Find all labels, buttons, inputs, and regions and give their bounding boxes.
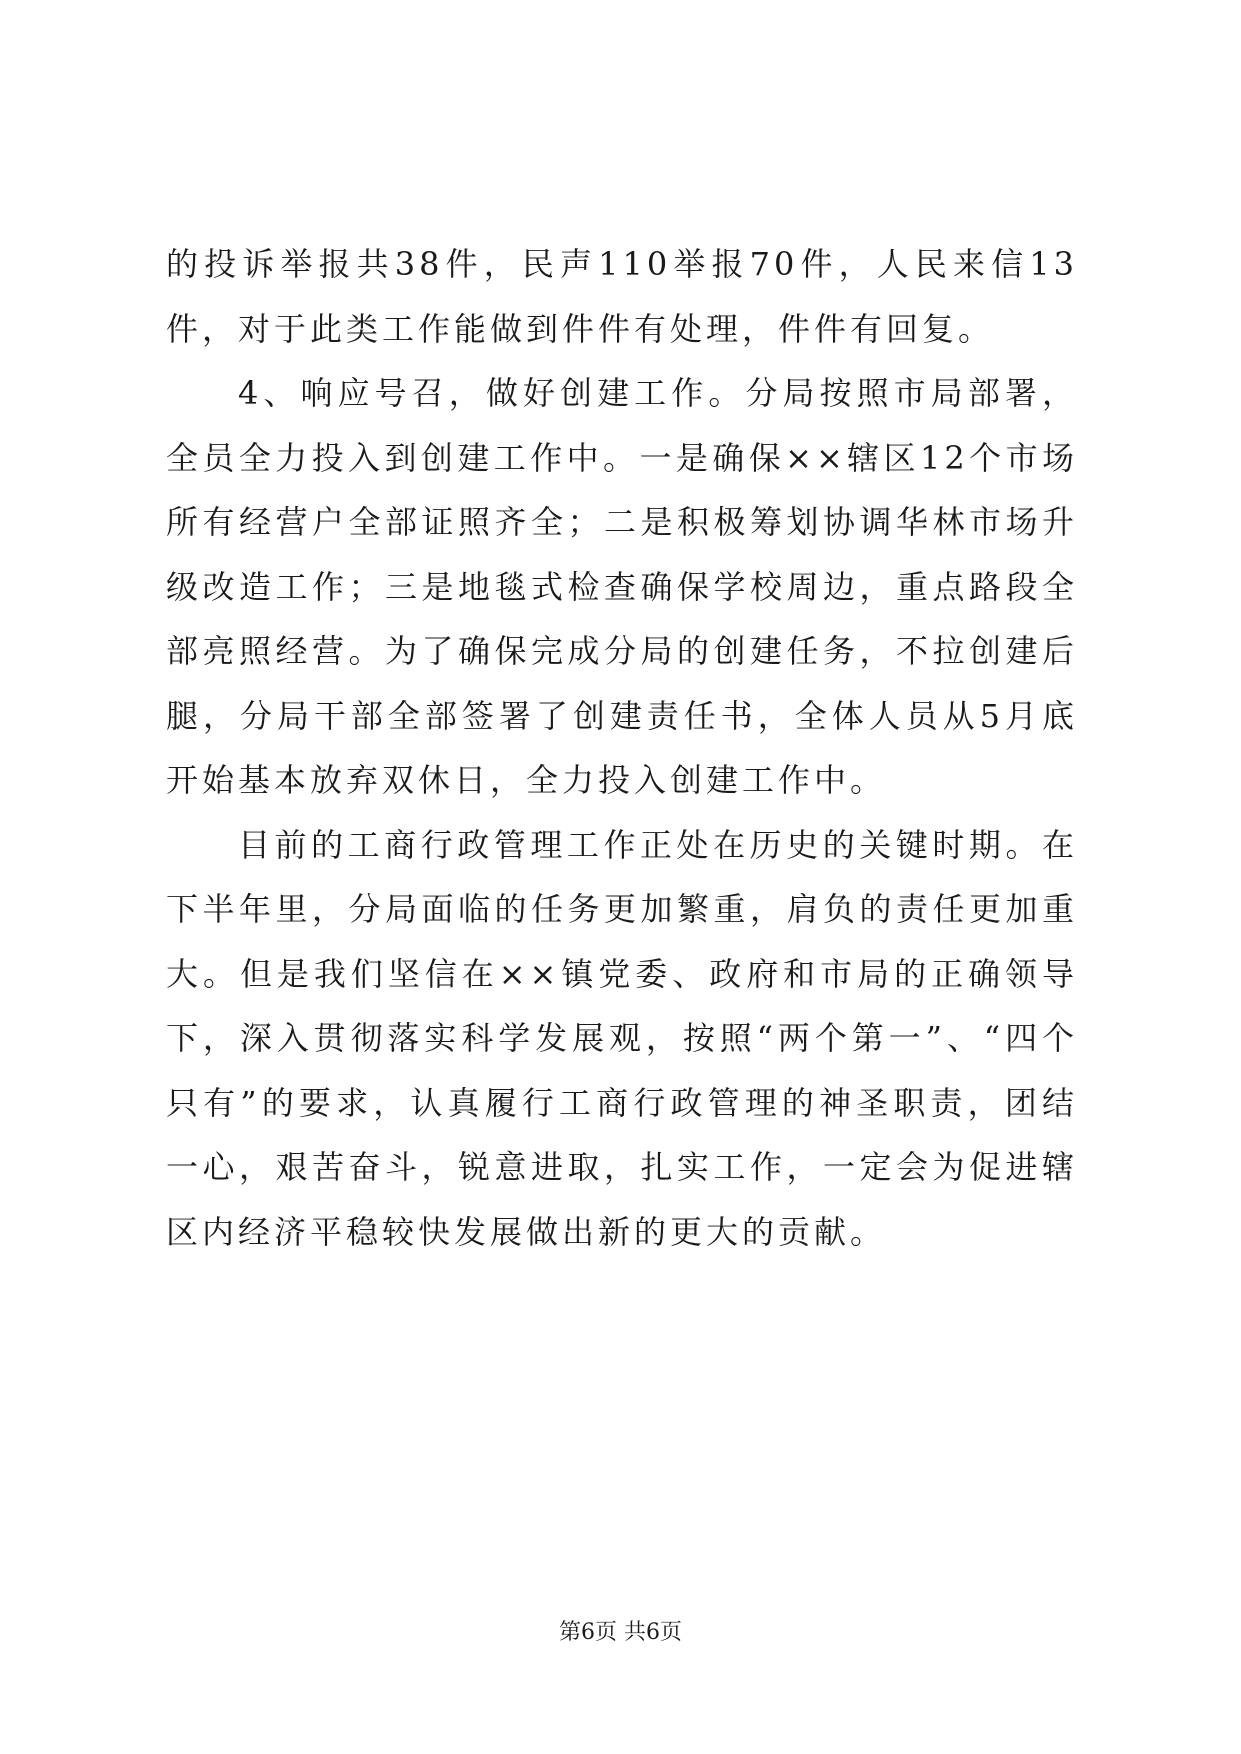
paragraph-creation-work: 4、响应号召，做好创建工作。分局按照市局部署，全员全力投入到创建工作中。一是确保××辖区12个市场所有经营户全部证照齐全；二是积极筹划协调华林市场升级改造工作；三是地毯式检查确保学校周边，重点路段全部亮照经营。为了确保完成分局的创建任务，不拉创建后腿，分局干部全部签署了创建责任书，全体人员从5月底开始基本放弃双休日，全力投入创建工作中。 — [166, 374, 1078, 799]
page-number-footer: 第6页 共6页 — [559, 1620, 682, 1645]
paragraph-conclusion: 目前的工商行政管理工作正处在历史的关键时期。在下半年里，分局面临的任务更加繁重，肩负的责任更加重大。但是我们坚信在××镇党委、政府和市局的正确领导下，深入贯彻落实科学发展观，按照“两个第一”、“四个只有”的要求，认真履行工商行政管理的神圣职责，团结一心，艰苦奋斗，锐意进取，扎实工作，一定会为促进辖区内经济平稳较快发展做出新的更大的贡献。 — [166, 825, 1078, 1251]
paragraph-complaints-continued: 的投诉举报共38件，民声110举报70件，人民来信13件，对于此类工作能做到件件有处理，件件有回复。 — [166, 245, 1078, 348]
document-body — [166, 232, 1078, 1264]
